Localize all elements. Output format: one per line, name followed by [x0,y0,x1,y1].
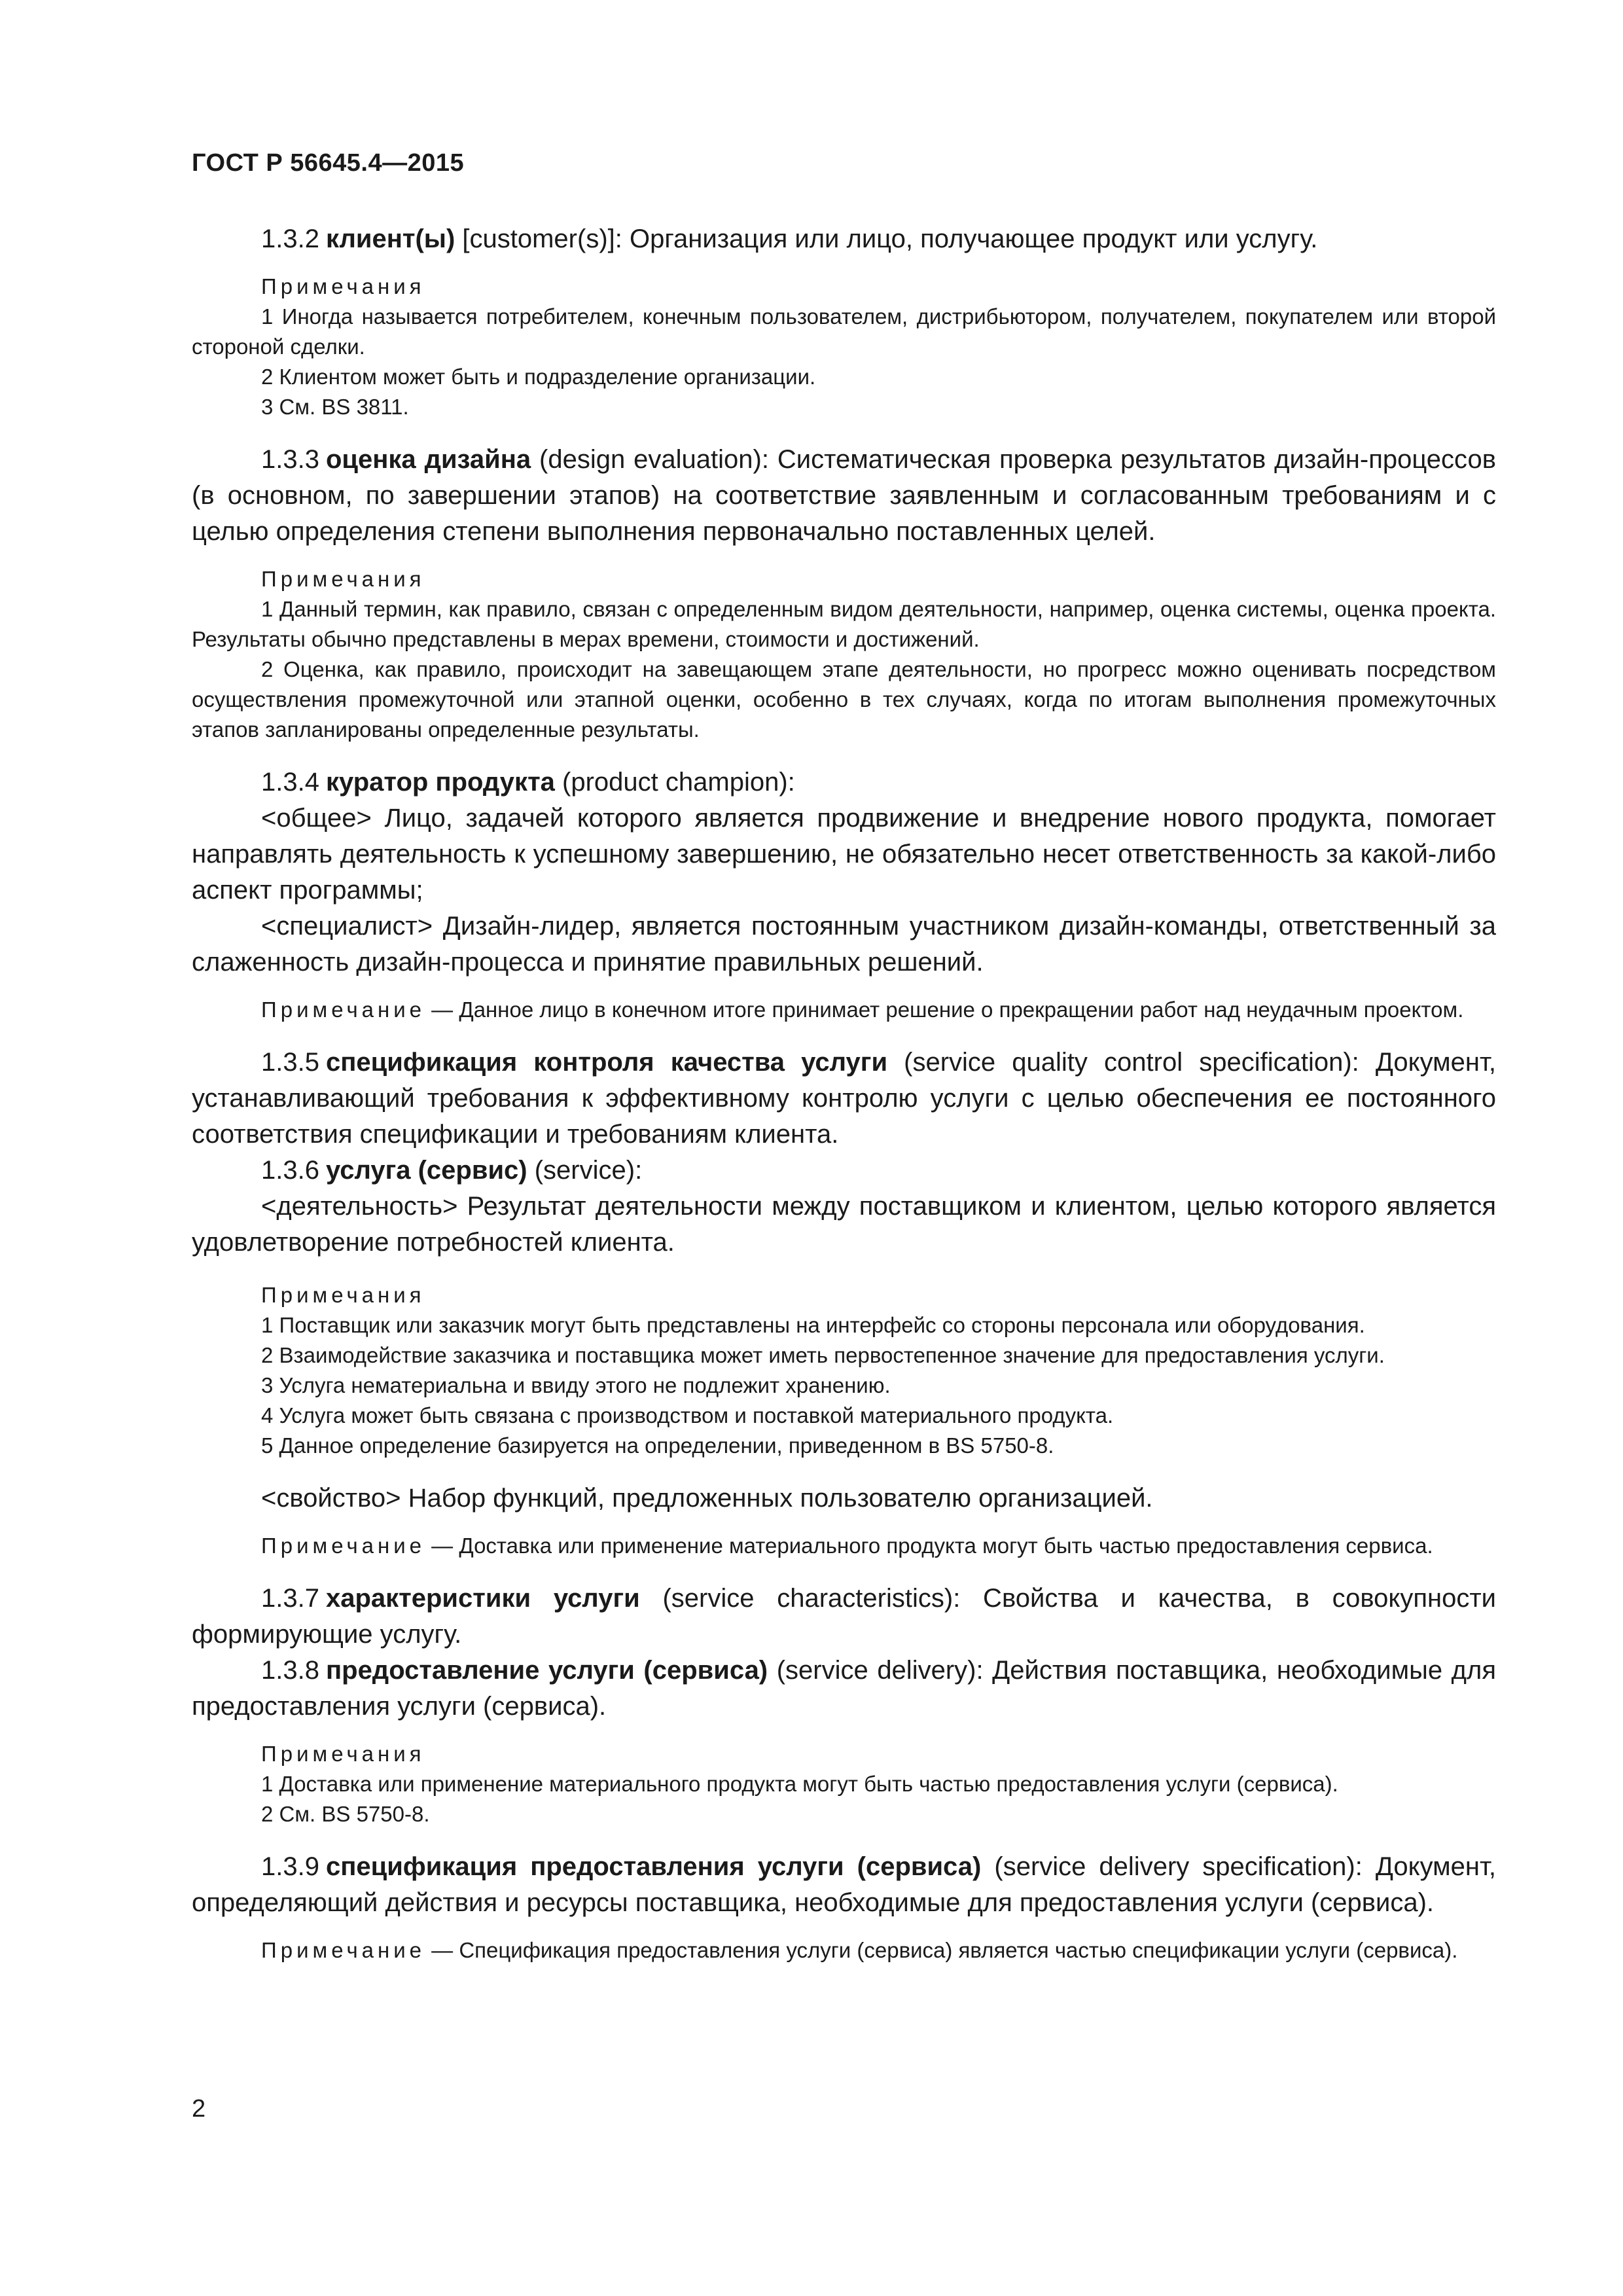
term-text: (service characteristics): Свойства и качества, в совокупности формирующие услугу. [192,1584,1497,1649]
term-number: 1.3.4 [261,768,319,797]
term-definition [192,442,1496,550]
note-block [192,1935,1496,1965]
term-number: 1.3.2 [261,224,319,253]
definition-general: <общее> Лицо, задачей которого является продвижение и внедрение нового продукта, помогает направлять деятельность к успешному завершению, не обязательно несет ответственность за какой-либо аспект программы; [192,804,1496,905]
note-item: 4 Услуга может быть связана с производством и поставкой материального продукта. [261,1403,1114,1427]
notes-heading: Примечания [261,1283,425,1307]
term-name: предоставление услуги (сервиса) [325,1656,768,1685]
note-text: — Спецификация предоставления услуги (сервиса) является частью спецификации услуги (сервиса). [425,1938,1458,1962]
term-entry-1-3-5 [192,1045,1496,1153]
note-item: 1 Доставка или применение материального продукта могут быть частью предоставления услуги (сервиса). [261,1772,1338,1796]
term-number: 1.3.8 [261,1656,319,1685]
note-block [192,995,1496,1025]
note-item: 2 Взаимодействие заказчика и поставщика может иметь первостепенное значение для предоставления услуги. [261,1343,1385,1367]
note-item [192,1935,1496,1965]
term-name: оценка дизайна [325,445,531,474]
definition-activity: <деятельность> Результат деятельности между поставщиком и клиентом, целью которого является удовлетворение потребностей клиента. [192,1192,1496,1257]
term-text: (design evaluation): Систематическая проверка результатов дизайн-процессов (в основном, по завершении этапов) на соответствие заявленным и согласованным требованиям и с целью определения степени выполнения первоначально поставленных целей. [192,445,1496,546]
notes-block [192,272,1496,422]
notes-block [192,564,1496,745]
term-name: спецификация предоставления услуги (сервиса) [325,1852,982,1881]
standard-code-header: ГОСТ Р 56645.4—2015 [192,149,465,177]
term-name: куратор продукта [325,768,555,797]
term-number: 1.3.3 [261,445,319,474]
term-definition [192,1581,1496,1653]
note-item: 3 Услуга нематериальна и ввиду этого не подлежит хранению. [261,1373,891,1397]
definition-property: <свойство> Набор функций, предложенных пользователю организацией. [261,1484,1153,1513]
page-number: 2 [192,2095,206,2123]
term-definition [192,1153,1496,1189]
term-entry-1-3-6 [192,1153,1496,1561]
note-heading: Примечание [261,997,426,1022]
term-definition [192,764,1496,800]
term-name: клиент(ы) [325,224,455,253]
term-text: (service): [527,1156,643,1185]
note-item: 3 См. BS 3811. [261,395,409,419]
term-number: 1.3.6 [261,1156,319,1185]
notes-block [192,1280,1496,1461]
term-entry-1-3-8 [192,1653,1496,1829]
definition-specialist: <специалист> Дизайн-лидер, является постоянным участником дизайн-команды, ответственный за слаженность дизайн-процесса и принятие правильных решений. [192,912,1496,977]
term-entry-1-3-4 [192,764,1496,1025]
term-text: (service quality control specification): Документ, устанавливающий требования к эффективному контролю услуги с целью обеспечения ее постоянного соответствия спецификации и требованиям клиента. [192,1048,1496,1149]
term-number: 1.3.5 [261,1048,319,1077]
note-item: 2 Клиентом может быть и подразделение организации. [261,365,816,389]
term-text: (service delivery specification): Документ, определяющий действия и ресурсы поставщика, необходимые для предоставления услуги (сервиса). [192,1852,1496,1917]
notes-heading: Примечания [261,567,425,591]
note-item: 5 Данное определение базируется на определении, приведенном в BS 5750-8. [261,1433,1054,1458]
term-number: 1.3.7 [261,1584,319,1613]
notes-heading: Примечания [261,1742,425,1766]
note-text: — Данное лицо в конечном итоге принимает решение о прекращении работ над неудачным проектом. [425,997,1464,1022]
term-entry-1-3-3 [192,442,1496,745]
note-item: 2 Оценка, как правило, происходит на завещающем этапе деятельности, но прогресс можно оценивать посредством осуществления промежуточной или этапной оценки, особенно в тех случаях, когда по итогам выполнения промежуточных этапов запланированы определенные результаты. [192,657,1496,742]
term-text: (product champion): [554,768,795,797]
notes-block [192,1739,1496,1829]
note-item: 1 Поставщик или заказчик могут быть представлены на интерфейс со стороны персонала или оборудования. [261,1313,1365,1337]
note-block [192,1531,1496,1561]
term-text: [customer(s)]: Организация или лицо, получающее продукт или услугу. [455,224,1318,253]
term-text: (service delivery): Действия поставщика, необходимые для предоставления услуги (сервиса). [192,1656,1497,1721]
note-item [192,1531,1496,1561]
note-item [192,995,1496,1025]
note-heading: Примечание [261,1938,426,1962]
term-entry-1-3-9 [192,1849,1496,1965]
document-body [192,221,1496,1965]
term-definition [192,1849,1496,1921]
note-item: 1 Данный термин, как правило, связан с определенным видом деятельности, например, оценка системы, оценка проекта. Результаты обычно представлены в мерах времени, стоимости и достижений. [192,597,1496,651]
term-definition [192,1653,1496,1725]
note-item: 1 Иногда называется потребителем, конечным пользователем, дистрибьютором, получателем, покупателем или второй стороной сделки. [192,304,1496,359]
term-number: 1.3.9 [261,1852,319,1881]
term-entry-1-3-7 [192,1581,1496,1653]
term-definition [192,221,1496,257]
term-name: спецификация контроля качества услуги [325,1048,888,1077]
term-definition [192,1045,1496,1153]
note-text: — Доставка или применение материального продукта могут быть частью предоставления сервиса. [425,1534,1433,1558]
note-item: 2 См. BS 5750-8. [261,1802,430,1826]
term-name: услуга (сервис) [325,1156,527,1185]
note-heading: Примечание [261,1534,426,1558]
notes-heading: Примечания [261,274,425,298]
term-entry-1-3-2 [192,221,1496,422]
term-name: характеристики услуги [325,1584,640,1613]
